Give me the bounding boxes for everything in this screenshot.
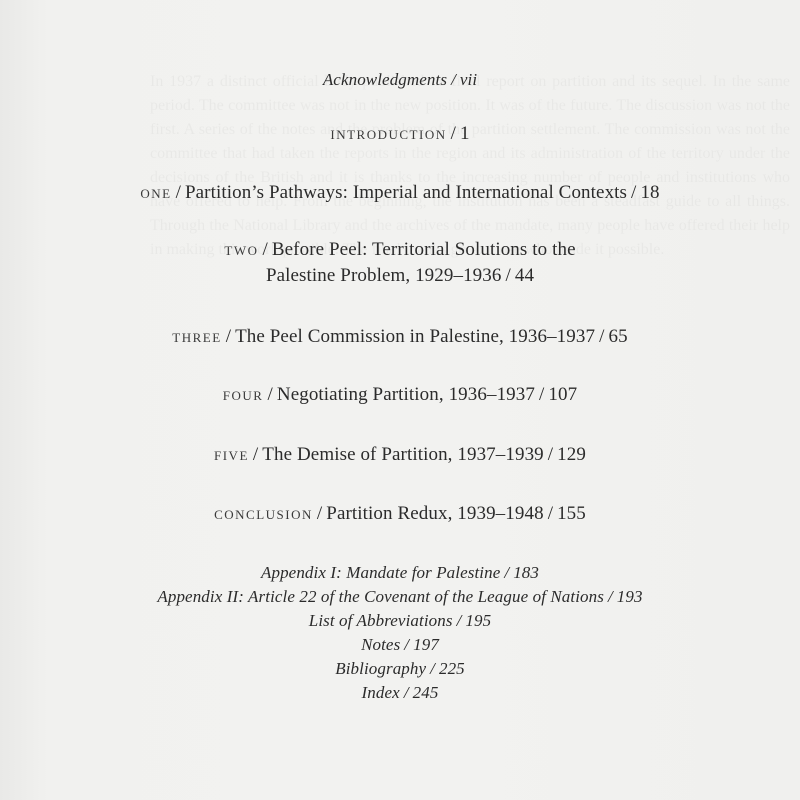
toc-entry-chapter-three[interactable] [0, 326, 800, 348]
chapter-title: Before Peel: Territorial Solutions to the [271, 239, 576, 260]
page-number: 195 [465, 611, 492, 630]
page-number: 193 [616, 587, 643, 606]
separator: / [404, 635, 410, 654]
toc-entry-introduction[interactable] [0, 123, 800, 145]
separator: / [450, 123, 456, 144]
page-number: vii [459, 70, 478, 89]
toc-entry-index[interactable] [0, 683, 800, 703]
show-through-text [150, 70, 790, 262]
toc-entry-abbreviations[interactable] [0, 611, 800, 631]
chapter-title: The Demise of Partition, 1937–1939 [262, 444, 544, 465]
toc-entry-acknowledgments[interactable] [0, 70, 800, 90]
chapter-title: Negotiating Partition, 1936–1937 [276, 384, 535, 405]
chapter-title: Partition’s Pathways: Imperial and International Contexts [184, 182, 628, 203]
toc-entry-chapter-one[interactable] [0, 182, 800, 204]
page-number: 225 [438, 659, 465, 678]
chapter-number: five [214, 444, 249, 465]
separator: / [547, 503, 554, 524]
separator: / [403, 683, 409, 702]
separator: / [262, 239, 268, 260]
separator: / [607, 587, 613, 606]
entry-label: Appendix I: Mandate for Palestine [261, 563, 501, 582]
chapter-number: conclusion [214, 503, 313, 524]
page-number: 155 [557, 503, 586, 524]
entry-label: Notes [361, 635, 401, 654]
chapter-number: two [224, 239, 259, 260]
entry-label: List of Abbreviations [308, 611, 453, 630]
toc-entry-notes[interactable] [0, 635, 800, 655]
separator: / [316, 503, 323, 524]
page-number: 245 [412, 683, 439, 702]
separator: / [225, 326, 232, 347]
page-number: 1 [460, 123, 470, 144]
toc-entry-bibliography[interactable] [0, 659, 800, 679]
separator: / [456, 611, 462, 630]
entry-label: Acknowledgments [322, 70, 448, 89]
entry-label: Index [361, 683, 400, 702]
separator: / [451, 70, 456, 89]
chapter-title: Partition Redux, 1939–1948 [326, 503, 544, 524]
toc-entry-chapter-four[interactable] [0, 384, 800, 406]
toc-entry-chapter-two-line2[interactable] [0, 265, 800, 287]
page-number: 129 [557, 444, 586, 465]
separator: / [547, 444, 554, 465]
separator: / [504, 563, 510, 582]
separator: / [599, 326, 605, 347]
page-number: 197 [413, 635, 439, 654]
page-number: 44 [514, 265, 535, 286]
separator: / [631, 182, 637, 203]
separator: / [175, 182, 181, 203]
chapter-title-continued: Palestine Problem, 1929–1936 [265, 265, 502, 286]
entry-label: Bibliography [335, 659, 427, 678]
separator: / [505, 265, 511, 286]
separator: / [538, 384, 545, 405]
chapter-number: three [172, 326, 222, 347]
chapter-number: one [140, 182, 172, 203]
separator: / [252, 444, 259, 465]
chapter-title: The Peel Commission in Palestine, 1936–1937 [235, 326, 596, 347]
toc-entry-chapter-two[interactable] [0, 239, 800, 261]
chapter-number: introduction [330, 123, 447, 144]
page-number: 107 [548, 384, 578, 405]
toc-entry-conclusion[interactable] [0, 503, 800, 525]
separator: / [267, 384, 273, 405]
page-number: 18 [640, 182, 660, 203]
toc-entry-chapter-five[interactable] [0, 444, 800, 466]
toc-entry-appendix-1[interactable] [0, 563, 800, 583]
toc-entry-appendix-2[interactable] [0, 587, 800, 607]
page-number: 65 [608, 326, 628, 347]
chapter-number: four [222, 384, 264, 405]
page-number: 183 [513, 563, 539, 582]
entry-label: Appendix II: Article 22 of the Covenant of the League of Nations [157, 587, 604, 606]
separator: / [430, 659, 435, 678]
